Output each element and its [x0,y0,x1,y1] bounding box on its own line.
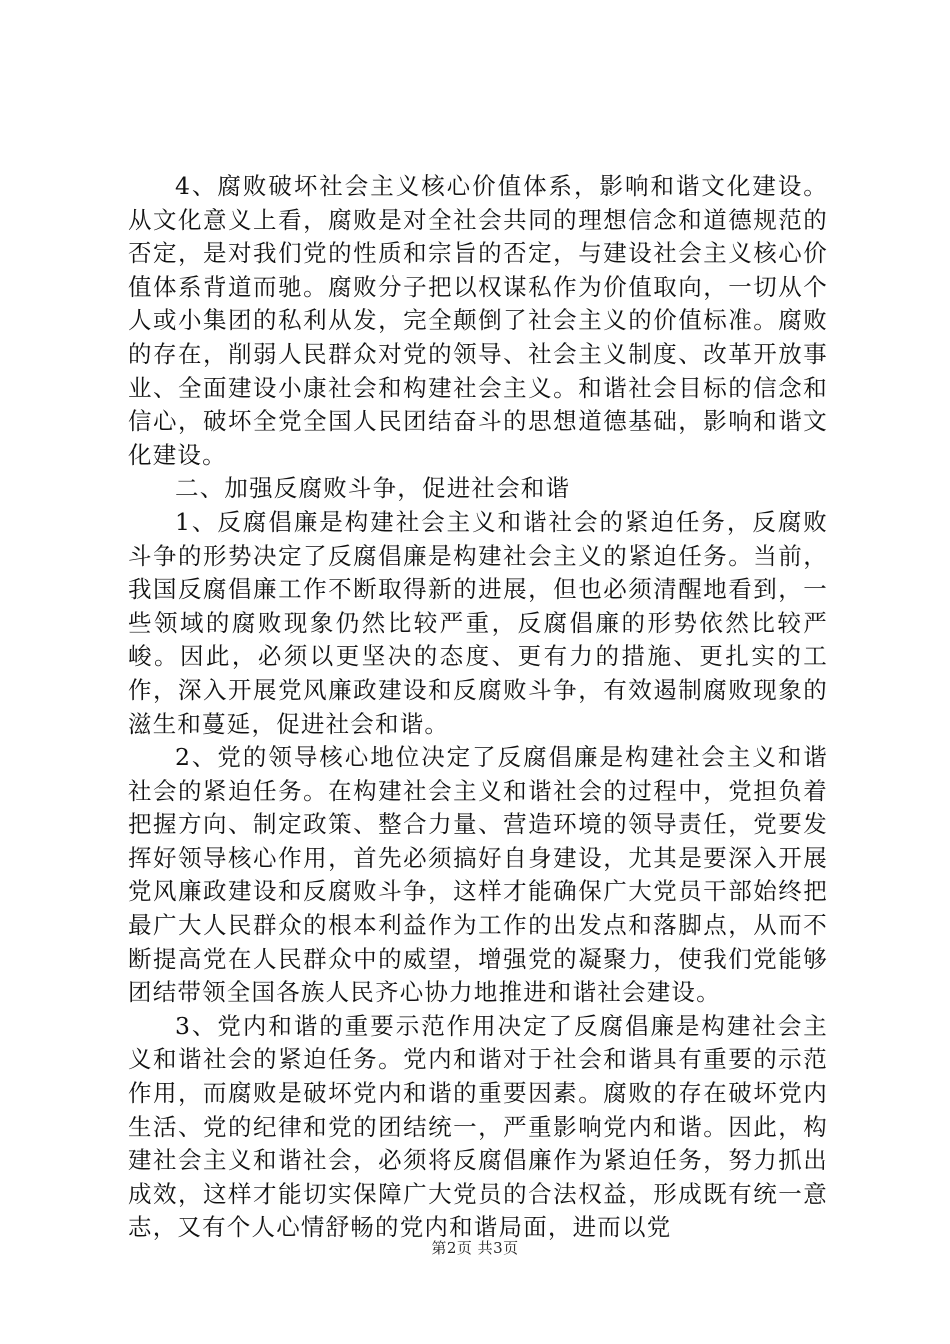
document-body [128,170,828,1245]
paragraph-point-2: 2、党的领导核心地位决定了反腐倡廉是构建社会主义和谐社会的紧迫任务。在构建社会主义和谐社会的过程中，党担负着把握方向、制定政策、整合力量、营造环境的领导责任，党要发挥好领导核心作用，首先必须搞好自身建设，尤其是要深入开展党风廉政建设和反腐败斗争，这样才能确保广大党员干部始终把最广大人民群众的根本利益作为工作的出发点和落脚点，从而不断提高党在人民群众中的威望，增强党的凝聚力，使我们党能够团结带领全国各族人民齐心协力地推进和谐社会建设。 [128,743,828,1007]
paragraph-point-1: 1、反腐倡廉是构建社会主义和谐社会的紧迫任务，反腐败斗争的形势决定了反腐倡廉是构建社会主义的紧迫任务。当前，我国反腐倡廉工作不断取得新的进展，但也必须清醒地看到，一些领域的腐败现象仍然比较严重，反腐倡廉的形势依然比较严峻。因此，必须以更坚决的态度、更有力的措施、更扎实的工作，深入开展党风廉政建设和反腐败斗争，有效遏制腐败现象的滋生和蔓延，促进社会和谐。 [128,507,828,738]
page-footer: 第2页 共3页 [431,1239,519,1257]
section-heading-2: 二、加强反腐败斗争，促进社会和谐 [175,474,571,503]
paragraph-point-4: 4、腐败破坏社会主义核心价值体系，影响和谐文化建设。从文化意义上看，腐败是对全社会共同的理想信念和道德规范的否定，是对我们党的性质和宗旨的否定，与建设社会主义核心价值体系背道而驰。腐败分子把以权谋私作为价值取向，一切从个人或小集团的私利从发，完全颠倒了社会主义的价值标准。腐败的存在，削弱人民群众对党的领导、社会主义制度、改革开放事业、全面建设小康社会和构建社会主义。和谐社会目标的信念和信心，破坏全党全国人民团结奋斗的思想道德基础，影响和谐文化建设。 [128,172,828,469]
paragraph-point-3: 3、党内和谐的重要示范作用决定了反腐倡廉是构建社会主义和谐社会的紧迫任务。党内和谐对于社会和谐具有重要的示范作用，而腐败是破坏党内和谐的重要因素。腐败的存在破坏党内生活、党的纪律和党的团结统一，严重影响党内和谐。因此，构建社会主义和谐社会，必须将反腐倡廉作为紧迫任务，努力抓出成效，这样才能切实保障广大党员的合法权益，形成既有统一意志，又有个人心情舒畅的党内和谐局面，进而以党 [128,1011,828,1242]
